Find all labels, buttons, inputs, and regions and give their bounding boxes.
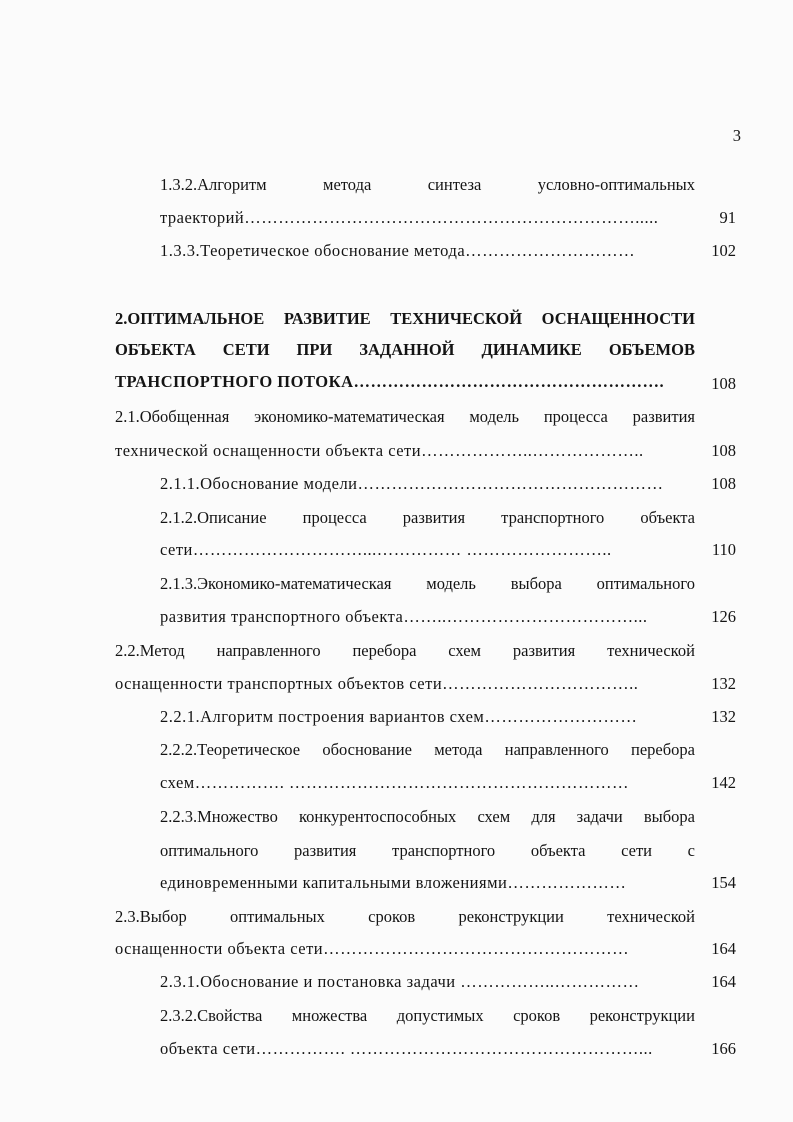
toc-entry-2-2-2-line1: [160, 738, 695, 762]
toc-word: направленного: [216, 641, 321, 660]
toc-word: 2.1.3.Экономико-математическая: [160, 574, 392, 593]
toc-word: выбора: [643, 807, 695, 826]
toc-word: ОБЪЕКТА: [115, 340, 196, 359]
toc-word: развития: [402, 508, 466, 527]
toc-word: ПРИ: [296, 340, 333, 359]
toc-word: РАЗВИТИЕ: [283, 309, 371, 328]
toc-word: 2.1.Обобщенная: [115, 407, 230, 426]
toc-entry-2-1-3-line1: [160, 572, 695, 596]
toc-page-number: 132: [711, 674, 736, 693]
toc-word: допустимых: [396, 1006, 484, 1025]
toc-word: оптимального: [596, 574, 695, 593]
toc-entry-2-1-2-line2: сети…………………………...…………… ……………………..: [160, 540, 612, 559]
toc-page-number: 110: [711, 540, 736, 559]
toc-word: сроков: [368, 907, 416, 926]
toc-entry-2-2-3-line1: [160, 805, 695, 829]
toc-entry-2-2-line1: [115, 639, 695, 663]
toc-word: технической: [607, 641, 695, 660]
toc-chapter-2-line3: ТРАНСПОРТНОГО ПОТОКА……………………………………………….: [115, 372, 665, 391]
toc-page-number: 108: [711, 474, 736, 493]
toc-page-number: 102: [711, 241, 736, 260]
toc-word: 2.2.3.Множество: [160, 807, 278, 826]
toc-word: ДИНАМИКЕ: [481, 340, 582, 359]
toc-word: процесса: [302, 508, 367, 527]
toc-page-number: 108: [711, 374, 736, 393]
toc-word: реконструкции: [458, 907, 564, 926]
toc-word: реконструкции: [589, 1006, 695, 1025]
toc-word: синтеза: [427, 175, 482, 194]
toc-word: транспортного: [501, 508, 605, 527]
toc-entry-2-1-1: 2.1.1.Обоснование модели………………………………………………: [160, 474, 664, 493]
toc-word: СЕТИ: [222, 340, 270, 359]
toc-word: экономико-математическая: [254, 407, 445, 426]
toc-entry-2-2-2-line2: схем……………. ……………………………………………………: [160, 773, 629, 792]
toc-word: развития: [294, 841, 357, 860]
toc-word: ОБЪЕМОВ: [608, 340, 695, 359]
toc-word: ЗАДАННОЙ: [359, 340, 455, 359]
toc-word: задачи: [576, 807, 623, 826]
toc-word: объекта: [530, 841, 586, 860]
toc-word: 2.ОПТИМАЛЬНОЕ: [115, 309, 265, 328]
toc-word: 2.2.2.Теоретическое: [160, 740, 301, 759]
toc-entry-2-3-2-line2: объекта сети……………. ……………………………………………...: [160, 1039, 653, 1058]
toc-page-number: 142: [711, 773, 736, 792]
toc-entry-2-2-3-line2: [160, 839, 695, 863]
toc-entry-2-1-line1: [115, 405, 695, 429]
toc-entry-2-2-1: 2.2.1.Алгоритм построения вариантов схем………………………: [160, 707, 638, 726]
page-number: 3: [732, 126, 741, 145]
toc-entry-2-1-line2: технической оснащенности объекта сети………………..………………..: [115, 441, 644, 460]
toc-word: 2.2.Метод: [115, 641, 185, 660]
toc-word: 2.3.2.Свойства: [160, 1006, 263, 1025]
toc-entry-2-2-3-line3: единовременными капитальными вложениями…………………: [160, 873, 627, 892]
toc-word: 2.3.Выбор: [115, 907, 187, 926]
toc-word: сети: [621, 841, 653, 860]
toc-word: развития: [632, 407, 695, 426]
toc-word: условно-оптимальных: [537, 175, 695, 194]
toc-word: множества: [291, 1006, 368, 1025]
toc-entry-2-3-line1: [115, 905, 695, 929]
toc-page-number: 91: [719, 208, 736, 227]
toc-word: ТЕХНИЧЕСКОЙ: [390, 309, 523, 328]
toc-word: конкурентоспособных: [299, 807, 457, 826]
toc-word: 1.3.2.Алгоритм: [160, 175, 267, 194]
toc-word: перебора: [631, 740, 695, 759]
toc-page-number: 164: [711, 972, 736, 991]
toc-entry-2-2-line2: оснащенности транспортных объектов сети……………………………..: [115, 674, 639, 693]
toc-chapter-2-line1: [115, 307, 695, 331]
toc-word: с: [687, 841, 695, 860]
toc-entry-2-3-line2: оснащенности объекта сети………………………………………………: [115, 939, 630, 958]
toc-entry-2-3-1: 2.3.1.Обоснование и постановка задачи ……………..……………: [160, 972, 640, 991]
toc-entry-2-1-2-line1: [160, 506, 695, 530]
toc-word: сроков: [513, 1006, 561, 1025]
toc-entry-1-3-2-line1: [160, 173, 695, 197]
toc-word: технической: [607, 907, 695, 926]
toc-page-number: 154: [711, 873, 736, 892]
toc-word: развития: [512, 641, 576, 660]
toc-word: оптимального: [160, 841, 259, 860]
toc-word: оптимальных: [230, 907, 325, 926]
toc-word: транспортного: [392, 841, 496, 860]
toc-entry-1-3-3: 1.3.3.Теоретическое обоснование метода…………………………: [160, 241, 636, 260]
toc-word: ОСНАЩЕННОСТИ: [541, 309, 695, 328]
toc-word: метода: [323, 175, 372, 194]
toc-page-number: 126: [711, 607, 736, 626]
toc-word: 2.1.2.Описание: [160, 508, 267, 527]
toc-page-number: 132: [711, 707, 736, 726]
toc-word: обоснование: [322, 740, 412, 759]
toc-page-number: 164: [711, 939, 736, 958]
toc-word: процесса: [543, 407, 608, 426]
toc-word: для: [531, 807, 556, 826]
toc-word: направленного: [504, 740, 609, 759]
toc-page-number: 108: [711, 441, 736, 460]
toc-word: выбора: [510, 574, 562, 593]
toc-entry-2-3-2-line1: [160, 1004, 695, 1028]
toc-word: метода: [434, 740, 483, 759]
toc-word: модель: [426, 574, 476, 593]
toc-word: схем: [477, 807, 511, 826]
toc-word: схем: [448, 641, 481, 660]
toc-word: перебора: [352, 641, 417, 660]
toc-word: объекта: [640, 508, 695, 527]
toc-word: модель: [469, 407, 520, 426]
toc-chapter-2-line2: [115, 338, 695, 362]
toc-page-number: 166: [711, 1039, 736, 1058]
toc-entry-2-1-3-line2: развития транспортного объекта……..……………………………...: [160, 607, 648, 626]
toc-entry-1-3-2-line2: траекторий…………………………………………………………….....: [160, 208, 659, 227]
